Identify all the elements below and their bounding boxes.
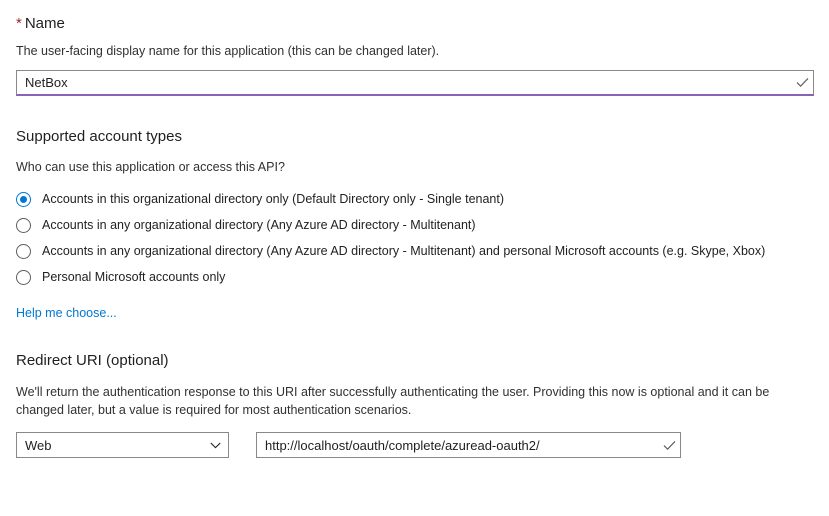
name-input-wrapper[interactable] bbox=[16, 70, 814, 96]
account-type-radio-group[interactable] bbox=[16, 186, 815, 290]
supported-account-types-question: Who can use this application or access this API? bbox=[16, 160, 285, 174]
radio-label: Accounts in any organizational directory (Any Azure AD directory - Multitenant) bbox=[42, 217, 476, 232]
radio-circle-icon[interactable] bbox=[16, 244, 31, 259]
radio-circle-icon[interactable] bbox=[16, 218, 31, 233]
redirect-uri-input[interactable] bbox=[257, 433, 658, 457]
help-me-choose-link[interactable]: Help me choose... bbox=[16, 306, 117, 320]
platform-select-value: Web bbox=[25, 437, 52, 453]
radio-label: Accounts in this organizational directory only (Default Directory only - Single tenant) bbox=[42, 191, 505, 206]
checkmark-icon bbox=[791, 77, 813, 88]
redirect-uri-heading: Redirect URI (optional) bbox=[16, 352, 169, 369]
radio-option-multitenant-and-personal[interactable] bbox=[16, 238, 815, 264]
name-input[interactable] bbox=[17, 71, 791, 94]
supported-account-types-heading: Supported account types bbox=[16, 128, 182, 145]
required-asterisk: * bbox=[16, 15, 22, 32]
supported-account-types-group bbox=[16, 127, 815, 320]
radio-circle-icon[interactable] bbox=[16, 192, 31, 207]
name-label-text: Name bbox=[24, 15, 65, 32]
chevron-down-icon[interactable] bbox=[202, 442, 228, 449]
name-label bbox=[16, 14, 815, 34]
platform-select[interactable] bbox=[16, 432, 229, 458]
radio-option-personal-only[interactable] bbox=[16, 264, 815, 290]
radio-label: Personal Microsoft accounts only bbox=[42, 269, 226, 284]
checkmark-icon bbox=[658, 440, 680, 451]
name-field-group bbox=[16, 14, 815, 96]
name-description: The user-facing display name for this application (this can be changed later). bbox=[16, 44, 440, 58]
redirect-uri-description: We'll return the authentication response to this URI after successfully authenticating the user. Providing this now is optional and it can be changed later, but a value is required for most authentication scenarios. bbox=[16, 385, 770, 417]
radio-label: Accounts in any organizational directory (Any Azure AD directory - Multitenant) and personal Microsoft accounts (e.g. Skype, Xbox) bbox=[42, 243, 766, 258]
radio-circle-icon[interactable] bbox=[16, 270, 31, 285]
radio-option-single-tenant[interactable] bbox=[16, 186, 815, 212]
radio-option-multitenant[interactable] bbox=[16, 212, 815, 238]
redirect-uri-input-wrapper[interactable] bbox=[256, 432, 681, 458]
redirect-uri-row bbox=[16, 432, 815, 458]
redirect-uri-group bbox=[16, 351, 815, 458]
